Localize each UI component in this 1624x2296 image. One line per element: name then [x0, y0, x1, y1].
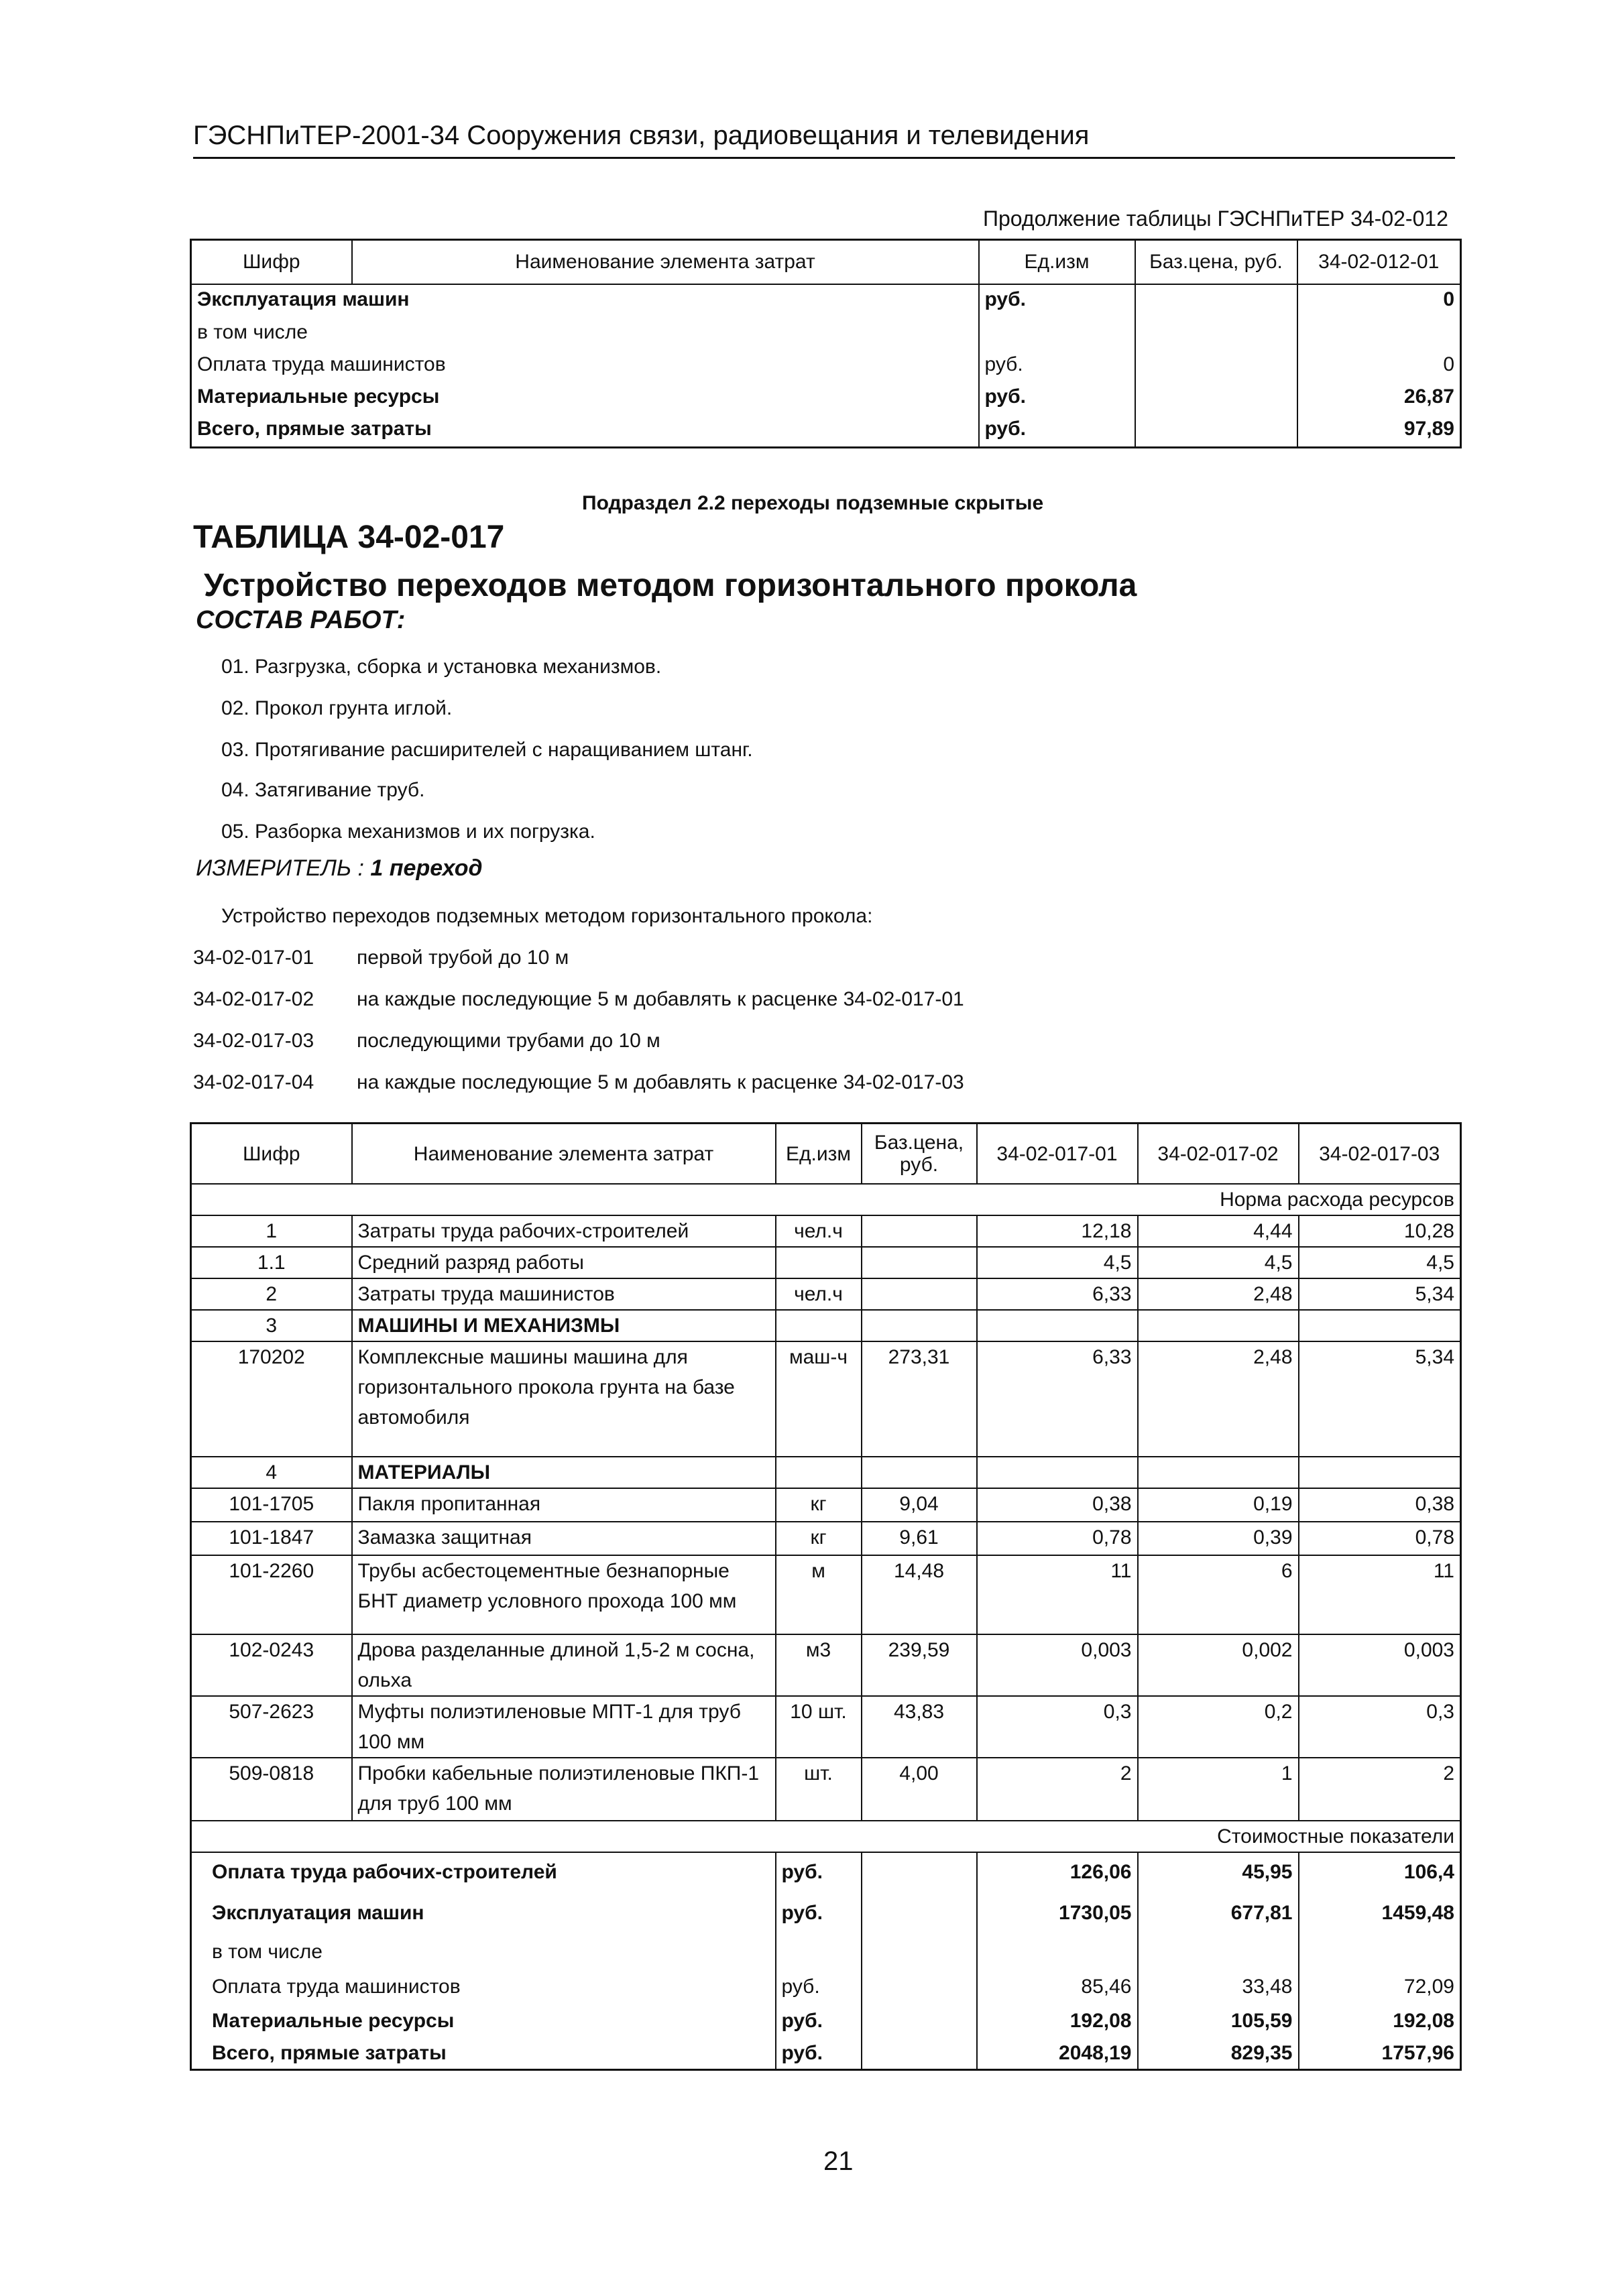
row-price: [862, 2037, 977, 2069]
col-header-name: Наименование элемента затрат: [352, 1124, 776, 1185]
row-value-3: 11: [1299, 1555, 1461, 1634]
row-name: Комплексные машины машина для горизонтального прокола грунта на базе автомобиля: [352, 1341, 776, 1457]
cost-row: [191, 2004, 1461, 2037]
row-price: [862, 1969, 977, 2004]
row-value-1: 85,46: [977, 1969, 1138, 2004]
rate-code: 34-02-017-03: [193, 1030, 314, 1052]
cost-row: [191, 1852, 1461, 1891]
step-item: 01. Разгрузка, сборка и установка механизмов.: [221, 656, 662, 678]
row-code: 102-0243: [191, 1634, 352, 1696]
cost-row: [191, 1969, 1461, 2004]
row-value-2: 4,44: [1138, 1215, 1299, 1247]
norm-caption: Норма расхода ресурсов: [191, 1184, 1461, 1215]
code-line: [193, 988, 964, 1011]
row-value-2: 105,59: [1138, 2004, 1299, 2037]
row-value-1: 0,003: [977, 1634, 1138, 1696]
row-name: Пробки кабельные полиэтиленовые ПКП-1 для труб 100 мм: [352, 1758, 776, 1821]
row-value-3: 5,34: [1299, 1278, 1461, 1310]
cost-caption: Стоимостные показатели: [191, 1821, 1461, 1852]
row-unit: 10 шт.: [776, 1696, 862, 1758]
row-code: 2: [191, 1278, 352, 1310]
row-value-3: 4,5: [1299, 1247, 1461, 1278]
row-name: Материальные ресурсы: [191, 2004, 776, 2037]
row-value-2: 829,35: [1138, 2037, 1299, 2069]
row-price: [862, 1934, 977, 1969]
row-price: [862, 1310, 977, 1341]
rate-text: на каждые последующие 5 м добавлять к расценке 34-02-017-03: [357, 1071, 964, 1093]
continuation-row: [191, 318, 1461, 350]
row-price: [1135, 318, 1297, 350]
row-value-1: 6,33: [977, 1341, 1138, 1457]
cost-row: [191, 1891, 1461, 1934]
row-price: [862, 1278, 977, 1310]
resource-row: [191, 1522, 1461, 1555]
col-header-unit: Ед.изм: [776, 1124, 862, 1185]
row-value-2: 2,48: [1138, 1341, 1299, 1457]
row-name: Затраты труда машинистов: [352, 1278, 776, 1310]
resources-body: [191, 1215, 1461, 1821]
row-value-1: 2: [977, 1758, 1138, 1821]
row-unit: м: [776, 1555, 862, 1634]
row-value-2: 4,5: [1138, 1247, 1299, 1278]
row-value-3: [1299, 1457, 1461, 1488]
col-header-price: Баз.цена, руб.: [1135, 240, 1297, 285]
row-price: [862, 2004, 977, 2037]
row-unit: [979, 318, 1135, 350]
row-value-2: [1138, 1310, 1299, 1341]
row-price: [862, 1247, 977, 1278]
row-name: Затраты труда рабочих-строителей: [352, 1215, 776, 1247]
row-name: Эксплуатация машин: [191, 284, 979, 318]
row-unit: кг: [776, 1488, 862, 1522]
running-header: ГЭСНПиТЕР-2001-34 Сооружения связи, радиовещания и телевидения: [193, 121, 1090, 150]
code-line: [193, 1030, 660, 1052]
row-code: 101-2260: [191, 1555, 352, 1634]
step-item: 02. Прокол грунта иглой.: [221, 697, 453, 719]
row-name: в том числе: [191, 318, 979, 350]
sostav-label: СОСТАВ РАБОТ:: [196, 606, 406, 634]
row-name: МАШИНЫ И МЕХАНИЗМЫ: [352, 1310, 776, 1341]
row-unit: [776, 1247, 862, 1278]
row-value-1: 4,5: [977, 1247, 1138, 1278]
row-unit: руб.: [776, 2004, 862, 2037]
row-value-2: 0,39: [1138, 1522, 1299, 1555]
row-value-1: 12,18: [977, 1215, 1138, 1247]
row-code: 507-2623: [191, 1696, 352, 1758]
row-value-1: 0,78: [977, 1522, 1138, 1555]
row-name: Оплата труда машинистов: [191, 350, 979, 382]
cost-row: [191, 1934, 1461, 1969]
row-unit: чел.ч: [776, 1215, 862, 1247]
row-code: 1: [191, 1215, 352, 1247]
row-value-1: 126,06: [977, 1852, 1138, 1891]
row-name: Оплата труда машинистов: [191, 1969, 776, 2004]
row-unit: м3: [776, 1634, 862, 1696]
row-name: Пакля пропитанная: [352, 1488, 776, 1522]
row-value-2: 1: [1138, 1758, 1299, 1821]
resource-row: [191, 1634, 1461, 1696]
row-unit: руб.: [776, 1852, 862, 1891]
resource-row: [191, 1278, 1461, 1310]
continuation-row: [191, 350, 1461, 382]
cost-row: [191, 2037, 1461, 2069]
row-price: 273,31: [862, 1341, 977, 1457]
resource-row: [191, 1215, 1461, 1247]
row-value-3: [1299, 1310, 1461, 1341]
row-value-2: 33,48: [1138, 1969, 1299, 2004]
row-value-1: 1730,05: [977, 1891, 1138, 1934]
row-code: 101-1847: [191, 1522, 352, 1555]
row-unit: руб.: [979, 382, 1135, 414]
row-unit: руб.: [776, 1969, 862, 2004]
col-header-code: Шифр: [191, 1124, 352, 1185]
step-item: 04. Затягивание труб.: [221, 779, 425, 801]
row-value-1: 192,08: [977, 2004, 1138, 2037]
row-unit: руб.: [979, 350, 1135, 382]
row-unit: руб.: [979, 284, 1135, 318]
row-value: 0: [1297, 284, 1461, 318]
step-item: 03. Протягивание расширителей с наращиванием штанг.: [221, 739, 753, 761]
row-name: в том числе: [191, 1934, 776, 1969]
cost-body: [191, 1852, 1461, 2069]
row-name: МАТЕРИАЛЫ: [352, 1457, 776, 1488]
row-name: Замазка защитная: [352, 1522, 776, 1555]
col-header-rate-2: 34-02-017-02: [1138, 1124, 1299, 1185]
code-line: [193, 1071, 964, 1094]
row-price: [862, 1457, 977, 1488]
col-header-rate-3: 34-02-017-03: [1299, 1124, 1461, 1185]
row-unit: [776, 1310, 862, 1341]
continuation-row: [191, 414, 1461, 448]
row-code: 4: [191, 1457, 352, 1488]
row-value-3: 72,09: [1299, 1969, 1461, 2004]
row-value-1: 2048,19: [977, 2037, 1138, 2069]
row-value-3: 10,28: [1299, 1215, 1461, 1247]
code-line: [193, 947, 569, 969]
row-price: [1135, 382, 1297, 414]
row-value-3: 192,08: [1299, 2004, 1461, 2037]
row-price: 43,83: [862, 1696, 977, 1758]
meter-value: 1 переход: [370, 855, 483, 881]
continuation-caption: Продолжение таблицы ГЭСНПиТЕР 34-02-012: [983, 206, 1448, 231]
row-name: Муфты полиэтиленовые МПТ-1 для труб 100 мм: [352, 1696, 776, 1758]
row-price: 4,00: [862, 1758, 977, 1821]
resource-row: [191, 1341, 1461, 1457]
row-name: Всего, прямые затраты: [191, 414, 979, 448]
row-value-2: 0,2: [1138, 1696, 1299, 1758]
row-value-2: 0,002: [1138, 1634, 1299, 1696]
continuation-row: [191, 284, 1461, 318]
row-price: 239,59: [862, 1634, 977, 1696]
col-header-unit: Ед.изм: [979, 240, 1135, 285]
resource-row: [191, 1758, 1461, 1821]
row-value-1: 11: [977, 1555, 1138, 1634]
row-code: 1.1: [191, 1247, 352, 1278]
row-name: Оплата труда рабочих-строителей: [191, 1852, 776, 1891]
row-price: [1135, 350, 1297, 382]
row-value-3: 2: [1299, 1758, 1461, 1821]
row-value-3: 106,4: [1299, 1852, 1461, 1891]
row-value-1: [977, 1457, 1138, 1488]
row-name: Дрова разделанные длиной 1,5-2 м сосна, ольха: [352, 1634, 776, 1696]
row-price: [862, 1891, 977, 1934]
row-price: [1135, 414, 1297, 448]
norm-caption-row: [191, 1184, 1461, 1215]
row-value-3: [1299, 1934, 1461, 1969]
resource-row: [191, 1555, 1461, 1634]
row-name: Трубы асбестоцементные безнапорные БНТ диаметр условного прохода 100 мм: [352, 1555, 776, 1634]
row-name: Материальные ресурсы: [191, 382, 979, 414]
row-value-3: 0,003: [1299, 1634, 1461, 1696]
row-price: 9,61: [862, 1522, 977, 1555]
row-name: Всего, прямые затраты: [191, 2037, 776, 2069]
row-value-2: 0,19: [1138, 1488, 1299, 1522]
row-unit: чел.ч: [776, 1278, 862, 1310]
col-header-name: Наименование элемента затрат: [352, 240, 979, 285]
rate-code: 34-02-017-01: [193, 947, 314, 969]
meter-line: [196, 855, 483, 882]
cost-caption-row: [191, 1821, 1461, 1852]
row-value-1: [977, 1934, 1138, 1969]
row-value-2: [1138, 1457, 1299, 1488]
rate-text: на каждые последующие 5 м добавлять к расценке 34-02-017-01: [357, 988, 964, 1010]
row-value-3: 0,78: [1299, 1522, 1461, 1555]
col-header-rate: 34-02-012-01: [1297, 240, 1461, 285]
row-value-3: 1459,48: [1299, 1891, 1461, 1934]
row-value: 26,87: [1297, 382, 1461, 414]
row-value-1: [977, 1310, 1138, 1341]
rate-text: первой трубой до 10 м: [357, 947, 569, 969]
rate-text: последующими трубами до 10 м: [357, 1030, 660, 1052]
row-value-2: 45,95: [1138, 1852, 1299, 1891]
row-name: Эксплуатация машин: [191, 1891, 776, 1934]
row-value-2: 677,81: [1138, 1891, 1299, 1934]
row-value-3: 0,38: [1299, 1488, 1461, 1522]
step-item: 05. Разборка механизмов и их погрузка.: [221, 821, 595, 843]
row-unit: руб.: [979, 414, 1135, 448]
row-unit: шт.: [776, 1758, 862, 1821]
row-value-2: [1138, 1934, 1299, 1969]
row-value-3: 1757,96: [1299, 2037, 1461, 2069]
row-unit: руб.: [776, 1891, 862, 1934]
col-header-code: Шифр: [191, 240, 352, 285]
row-price: [862, 1215, 977, 1247]
row-name: Средний разряд работы: [352, 1247, 776, 1278]
row-value-3: 5,34: [1299, 1341, 1461, 1457]
row-unit: руб.: [776, 2037, 862, 2069]
row-value: 97,89: [1297, 414, 1461, 448]
row-value-1: 0,3: [977, 1696, 1138, 1758]
row-value-2: 6: [1138, 1555, 1299, 1634]
row-unit: маш-ч: [776, 1341, 862, 1457]
meter-label: ИЗМЕРИТЕЛЬ :: [196, 855, 364, 881]
resource-row: [191, 1457, 1461, 1488]
continuation-table: [190, 239, 1462, 448]
row-code: 3: [191, 1310, 352, 1341]
row-unit: кг: [776, 1522, 862, 1555]
resource-row: [191, 1247, 1461, 1278]
row-value: 0: [1297, 350, 1461, 382]
rate-code: 34-02-017-04: [193, 1071, 314, 1093]
continuation-header-row: [191, 240, 1461, 285]
row-value-2: 2,48: [1138, 1278, 1299, 1310]
row-code: 509-0818: [191, 1758, 352, 1821]
row-unit: [776, 1934, 862, 1969]
row-value: [1297, 318, 1461, 350]
row-price: 14,48: [862, 1555, 977, 1634]
row-code: 170202: [191, 1341, 352, 1457]
row-price: 9,04: [862, 1488, 977, 1522]
rate-code: 34-02-017-02: [193, 988, 314, 1010]
resources-table: [190, 1122, 1462, 2071]
header-rule: [193, 157, 1455, 159]
row-price: [862, 1852, 977, 1891]
col-header-price: Баз.цена, руб.: [862, 1124, 977, 1185]
continuation-row: [191, 382, 1461, 414]
row-code: 101-1705: [191, 1488, 352, 1522]
resource-row: [191, 1488, 1461, 1522]
row-value-3: 0,3: [1299, 1696, 1461, 1758]
subsection-title: Подраздел 2.2 переходы подземные скрытые: [582, 492, 1044, 514]
resource-row: [191, 1696, 1461, 1758]
page-number: 21: [823, 2147, 854, 2176]
resource-row: [191, 1310, 1461, 1341]
row-price: [1135, 284, 1297, 318]
work-title: Устройство переходов методом горизонтального прокола: [204, 568, 1137, 603]
resources-header-row: [191, 1124, 1461, 1185]
row-value-1: 0,38: [977, 1488, 1138, 1522]
row-unit: [776, 1457, 862, 1488]
table-title: ТАБЛИЦА 34-02-017: [193, 520, 505, 555]
row-value-1: 6,33: [977, 1278, 1138, 1310]
description: Устройство переходов подземных методом горизонтального прокола:: [221, 905, 873, 927]
col-header-rate-1: 34-02-017-01: [977, 1124, 1138, 1185]
continuation-body: [191, 284, 1461, 448]
